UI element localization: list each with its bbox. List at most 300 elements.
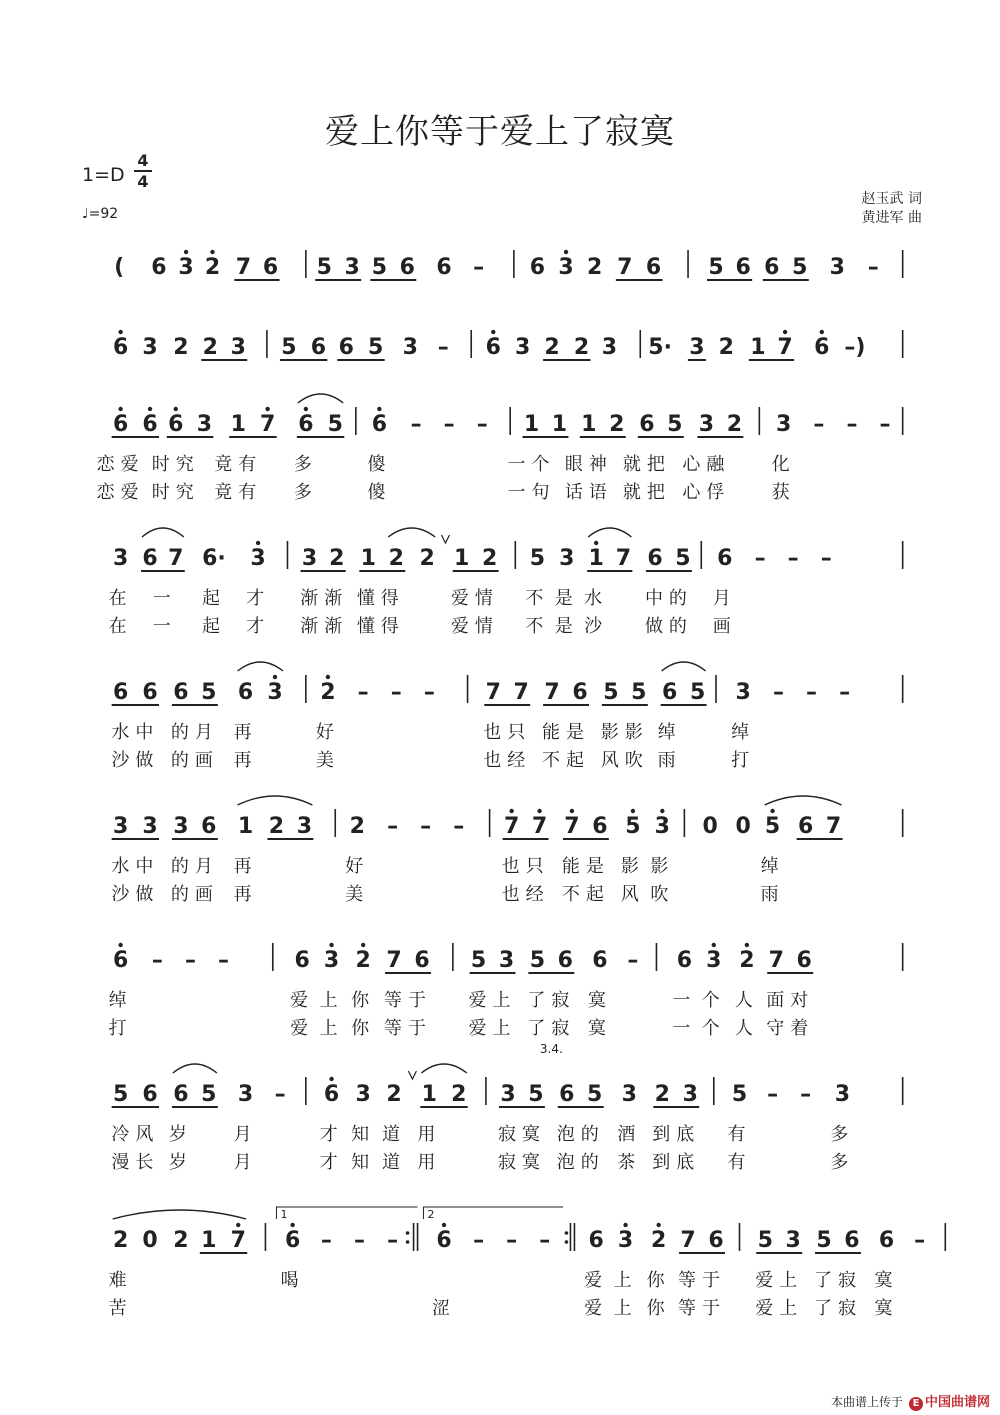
lyric-verse-1: 用 [417, 1124, 442, 1145]
note: 1 [581, 412, 597, 437]
lyric-verse-1: 爱 [584, 1270, 609, 1291]
lyric-verse-1: 影影 [600, 722, 649, 743]
note: 0 [142, 1228, 158, 1253]
lyric-verse-1: 多 [830, 1124, 855, 1145]
note: – [813, 412, 825, 437]
note: 7 [680, 1228, 696, 1253]
note: 5 [757, 1228, 773, 1253]
lyric-verse-1: 中的 [644, 588, 693, 609]
note: 6 [708, 1228, 724, 1253]
note: 3 [402, 335, 418, 360]
note: – [423, 680, 435, 705]
note: – [820, 546, 832, 571]
lyric-verse-1: 个 [701, 990, 726, 1011]
lyric-verse-1: 爱上 [468, 990, 517, 1011]
lyric-verse-2: 打 [108, 1018, 133, 1039]
lyric-verse-1: 一 [672, 990, 697, 1011]
note: 3 [617, 1228, 634, 1253]
note: 3 [355, 1082, 371, 1107]
slur [173, 1064, 217, 1073]
lyric-verse-2: 就把 [622, 482, 671, 503]
note: – [867, 255, 879, 280]
note: 6 [639, 412, 655, 437]
lyric-verse-1: 上 [319, 990, 344, 1011]
lyric-verse-1: 再 [233, 722, 258, 743]
key-signature: 1=D [82, 164, 125, 186]
note: 5 [327, 412, 343, 437]
note: 3 [689, 335, 705, 360]
lyric-verse-2: 获 [771, 482, 796, 503]
note: 5 [528, 1082, 544, 1107]
note: 3 [775, 412, 792, 437]
note: 6· [202, 546, 226, 571]
octave-dot [377, 407, 381, 411]
lyric-verse-2: 上 [613, 1298, 638, 1319]
lyric-verse-1: 有 [727, 1124, 752, 1145]
note: 6 [588, 1228, 604, 1253]
note: 6 [284, 1228, 301, 1253]
note: – [218, 948, 230, 973]
slur [765, 796, 842, 805]
note: 3 [735, 680, 751, 705]
note: 5 [603, 680, 619, 705]
note: 6 [151, 255, 167, 280]
octave-dot [256, 541, 260, 545]
lyric-verse-1: 不 [525, 588, 550, 609]
note: 3 [601, 335, 618, 360]
lyric-verse-2: 爱上 [755, 1298, 804, 1319]
note: – [627, 948, 639, 973]
octave-dot [564, 250, 568, 254]
lyric-verse-1: 知 [351, 1124, 376, 1145]
note: – [767, 1082, 779, 1107]
lyric-verse-1: 才 [319, 1124, 344, 1145]
lyric-verse-2: 你 [351, 1018, 376, 1039]
lyric-verse-2: 画 [712, 616, 737, 637]
note: 5 [689, 680, 706, 705]
composer: 黄进军 曲 [861, 210, 922, 226]
note: 2 [451, 1082, 467, 1107]
note: 3 [498, 948, 515, 973]
page-title: 爱上你等于爱上了寂寞 [325, 112, 675, 152]
octave-dot [174, 407, 178, 411]
repeat-dot [406, 1231, 410, 1235]
note: – [410, 412, 422, 437]
note: – [453, 814, 465, 839]
note: 3 [142, 814, 158, 839]
tempo-value: =92 [88, 206, 119, 222]
lyric-verse-1: 也只 [501, 856, 550, 877]
octave-dot [745, 943, 749, 947]
lyric-verse-2: 了寂 [527, 1018, 576, 1039]
note: 7 [503, 814, 520, 839]
lyric-verse-1: 你 [351, 990, 376, 1011]
note: 5 [667, 412, 683, 437]
note: 3 [173, 814, 189, 839]
note: – [787, 546, 799, 571]
note: – [473, 1228, 485, 1253]
lyric-verse-2: 苦 [108, 1298, 133, 1319]
note: 2 [718, 335, 734, 360]
lyric-verse-2: 渐渐 [300, 616, 349, 637]
lyric-verse-2: 守着 [766, 1018, 815, 1039]
octave-dot [236, 1223, 240, 1227]
slur [662, 662, 706, 671]
lyric-verse-2: 上 [319, 1018, 344, 1039]
octave-dot [537, 809, 541, 813]
lyric-verse-2: 吹 [650, 884, 675, 905]
lyric-verse-2: 做的 [644, 616, 693, 637]
lyric-verse-1: 的月 [170, 856, 219, 877]
note: 6 [112, 948, 129, 973]
lyric-verse-2: 寞 [587, 1018, 612, 1039]
lyric-verse-1: 难 [108, 1270, 133, 1291]
note: 7 [615, 546, 632, 571]
note: 7 [168, 546, 184, 571]
lyric-verse-1: 冷风 [111, 1124, 160, 1145]
note: 6 [262, 255, 279, 280]
note: 3 [178, 255, 194, 280]
lyric-verse-2: 知 [351, 1152, 376, 1173]
lyric-verse-1: 懂得 [356, 588, 405, 609]
octave-dot [570, 809, 574, 813]
lyric-verse-2: 了寂 [813, 1298, 862, 1319]
note: 3 [559, 546, 575, 571]
octave-dot [326, 675, 330, 679]
note: 3 [230, 335, 246, 360]
note: 5 [529, 948, 546, 973]
lyric-verse-2: 美 [315, 750, 340, 771]
octave-dot [656, 1223, 660, 1227]
note: 7 [485, 680, 501, 705]
note: 6 [173, 680, 189, 705]
lyric-verse-2: 沙做 [111, 884, 160, 905]
lyric-verse-1: 再 [233, 856, 258, 877]
note: 6 [338, 335, 354, 360]
note: 1 [454, 546, 470, 571]
lyric-verse-2: 的画 [170, 884, 219, 905]
note: 6 [294, 948, 310, 973]
note: 6 [112, 680, 129, 705]
note: 6 [764, 255, 780, 280]
time-signature-bottom: 4 [137, 172, 149, 191]
note: 5 [201, 1082, 217, 1107]
note: 6 [557, 948, 573, 973]
note: – [357, 680, 369, 705]
note: 6 [647, 546, 663, 571]
note: ( [114, 255, 125, 280]
lyric-verse-2: 涩 [432, 1298, 457, 1319]
repeat-dot [406, 1240, 410, 1244]
note: 6 [323, 1082, 340, 1107]
note: 3 [142, 335, 158, 360]
lyric-verse-1: 泡的 [556, 1124, 605, 1145]
lyric-verse-1: 寞 [874, 1270, 899, 1291]
lyric-verse-1: 影 [650, 856, 675, 877]
octave-dot [623, 1223, 627, 1227]
lyric-verse-2: 爱 [584, 1298, 609, 1319]
footer [831, 1391, 990, 1411]
note: 5 [587, 1082, 603, 1107]
lyric-verse-2: 恋爱 [96, 482, 145, 503]
note: 5 [708, 255, 724, 280]
note: 5 [625, 814, 641, 839]
note: – [437, 335, 449, 360]
note: 7 [768, 948, 784, 973]
note: 2 [609, 412, 625, 437]
note: 2 [202, 335, 218, 360]
lyric-verse-2: 懂得 [356, 616, 405, 637]
lyric-verse-2: 风 [620, 884, 645, 905]
lyric-verse-2: 风吹 [600, 750, 649, 771]
lyric-verse-2: 竟有 [214, 482, 263, 503]
lyric-verse-1: 喝 [280, 1270, 305, 1291]
lyric-verse-1: 起 [201, 588, 226, 609]
volta-number: 1 [280, 1208, 288, 1221]
lyric-verse-1: 在 [108, 588, 133, 609]
slur [421, 1064, 466, 1073]
lyric-verse-2: 爱 [290, 1018, 315, 1039]
note: 7 [777, 335, 793, 360]
lyric-verse-1: 眼神 [564, 454, 613, 475]
note: 2 [587, 255, 603, 280]
note: 3 [296, 814, 313, 839]
note: 6 [797, 814, 814, 839]
note: 2 [544, 335, 560, 360]
octave-dot [265, 407, 269, 411]
lyric-verse-1: 你 [646, 1270, 671, 1291]
note: – [390, 680, 402, 705]
note: 3 [112, 814, 129, 839]
note: 6 [844, 1228, 860, 1253]
lyric-verse-1: 上 [613, 1270, 638, 1291]
note: 3 [267, 680, 283, 705]
note: – [800, 1082, 812, 1107]
note: 2 [386, 1082, 402, 1107]
octave-dot [820, 330, 824, 334]
note: 2 [329, 546, 345, 571]
lyric-verse-1: 渐渐 [300, 588, 349, 609]
note: 5· [648, 335, 672, 360]
note: – [354, 1228, 366, 1253]
lyric-verse-2: 你 [646, 1298, 671, 1319]
octave-dot [184, 250, 188, 254]
note: – [387, 1228, 399, 1253]
lyric-verse-1: 绰 [731, 722, 756, 743]
lyric-verse-2: 爱情 [450, 616, 499, 637]
note: – [476, 412, 488, 437]
note: 6 [436, 1228, 452, 1253]
octave-dot [329, 943, 333, 947]
note: 6 [371, 412, 388, 437]
lyric-verse-1: 月 [233, 1124, 258, 1145]
note: 0 [735, 814, 751, 839]
note: 6 [112, 412, 129, 437]
note: 3 [344, 255, 360, 280]
slur [588, 528, 631, 537]
note: 3 [829, 255, 845, 280]
octave-dot [631, 809, 635, 813]
note: 3 [196, 412, 213, 437]
note: 2 [481, 546, 498, 571]
octave-dot [210, 250, 214, 254]
lyric-verse-1: 一个 [507, 454, 556, 475]
octave-dot [361, 943, 365, 947]
note: 6 [592, 948, 608, 973]
note: 2 [173, 335, 189, 360]
note: 6 [559, 1082, 575, 1107]
note: – [772, 680, 784, 705]
lyric-verse-2: 茶 [617, 1152, 642, 1173]
note: 6 [645, 255, 662, 280]
note: 6 [572, 680, 588, 705]
lyric-verse-1: 竟有 [214, 454, 263, 475]
lyric-verse-1: 面对 [766, 990, 815, 1011]
lyric-verse-2: 心俘 [682, 482, 731, 503]
note: 3 [323, 948, 340, 973]
note: 5 [281, 335, 297, 360]
note: 2 [419, 546, 435, 571]
octave-dot [660, 809, 664, 813]
note: 5 [792, 255, 808, 280]
note: 6 [592, 814, 608, 839]
note: 2 [268, 814, 285, 839]
note: 2 [654, 1082, 670, 1107]
note: – [151, 948, 163, 973]
lyric-verse-2: 才 [319, 1152, 344, 1173]
note: – [806, 680, 818, 705]
note: 2 [349, 814, 365, 839]
lyric-verse-1: 好 [315, 722, 340, 743]
note: 2 [320, 680, 336, 705]
lyric-verse-1: 的月 [170, 722, 219, 743]
section-marker: 3.4. [539, 1042, 563, 1056]
logo-mark-icon: E [909, 1397, 923, 1411]
lyric-verse-1: 就把 [622, 454, 671, 475]
lyric-verse-1: 绰 [760, 856, 785, 877]
note: 5 [371, 255, 388, 280]
lyric-verse-1: 一 [152, 588, 177, 609]
slur [113, 1210, 247, 1219]
note: – [506, 1228, 518, 1253]
note: – [914, 1228, 926, 1253]
note: – [839, 680, 851, 705]
lyric-verse-2: 多 [293, 482, 318, 503]
note: 1 [523, 412, 540, 437]
note: 7 [235, 255, 252, 280]
note: 6 [529, 255, 546, 280]
note: 3 [654, 814, 670, 839]
lyric-verse-2: 人 [734, 1018, 759, 1039]
note: 5 [675, 546, 691, 571]
lyric-verse-1: 了寂 [527, 990, 576, 1011]
lyric-verse-1: 道 [382, 1124, 407, 1145]
lyric-verse-1: 人 [734, 990, 759, 1011]
note: –) [844, 335, 866, 360]
note: 5 [470, 948, 487, 973]
lyric-verse-2: 不起 [561, 884, 610, 905]
note: 6 [436, 255, 452, 280]
lyric-verse-2: 到底 [652, 1152, 701, 1173]
slur [388, 528, 435, 537]
note: 5 [201, 680, 217, 705]
note: 3 [250, 546, 266, 571]
lyric-verse-2: 泡的 [556, 1152, 605, 1173]
note: 3 [621, 1082, 637, 1107]
volta-bracket [276, 1207, 417, 1219]
note: – [443, 412, 455, 437]
lyric-verse-2: 雨 [657, 750, 682, 771]
lyric-verse-2: 也经 [501, 884, 550, 905]
note: 7 [617, 255, 633, 280]
octave-dot [118, 330, 122, 334]
repeat-dot [565, 1231, 569, 1235]
note: 2 [573, 335, 590, 360]
octave-dot [491, 330, 495, 334]
note: – [473, 255, 485, 280]
note: – [539, 1228, 551, 1253]
note: 5 [816, 1228, 832, 1253]
lyric-verse-1: 时究 [151, 454, 200, 475]
note: 7 [259, 412, 276, 437]
note: 6 [142, 412, 158, 437]
lyric-verse-1: 恋爱 [96, 454, 145, 475]
lyric-verse-2: 是 [554, 616, 579, 637]
note: 5 [764, 814, 781, 839]
lyric-verse-2: 不 [525, 616, 550, 637]
note: 5 [631, 680, 647, 705]
lyric-verse-1: 也只 [483, 722, 532, 743]
note: 6 [662, 680, 678, 705]
note: 6 [878, 1228, 895, 1253]
octave-dot [290, 1223, 294, 1227]
note: 3 [500, 1082, 516, 1107]
note: 3 [834, 1082, 851, 1107]
note: 6 [796, 948, 812, 973]
slur [298, 394, 343, 403]
time-signature-top: 4 [137, 151, 149, 170]
lyric-verse-1: 水 [584, 588, 609, 609]
lyric-verse-2: 多 [830, 1152, 855, 1173]
lyric-verse-2: 等于 [384, 1018, 433, 1039]
note: 7 [825, 814, 842, 839]
lyric-verse-2: 再 [233, 750, 258, 771]
note: 2 [726, 412, 743, 437]
slur [238, 796, 313, 805]
octave-dot [594, 541, 598, 545]
lyric-verse-1: 等于 [678, 1270, 727, 1291]
lyric-verse-1: 爱上 [755, 1270, 804, 1291]
lyric-verse-2: 的画 [170, 750, 219, 771]
note: 1 [551, 412, 568, 437]
note: 3 [706, 948, 722, 973]
note: 7 [386, 948, 402, 973]
note: 6 [310, 335, 327, 360]
lyric-verse-2: 寂寞 [497, 1152, 546, 1173]
note: 2 [355, 948, 371, 973]
octave-dot [273, 675, 277, 679]
octave-dot [329, 1077, 333, 1081]
note: 3 [682, 1082, 698, 1107]
octave-dot [118, 407, 122, 411]
lyric-verse-2: 傻 [367, 482, 392, 503]
site-logo[interactable] [909, 1391, 990, 1411]
breath-mark [408, 1071, 416, 1079]
lyric-verse-1: 了寂 [813, 1270, 862, 1291]
note: 3 [558, 255, 574, 280]
breath-mark [442, 535, 450, 543]
note: 2 [204, 255, 221, 280]
